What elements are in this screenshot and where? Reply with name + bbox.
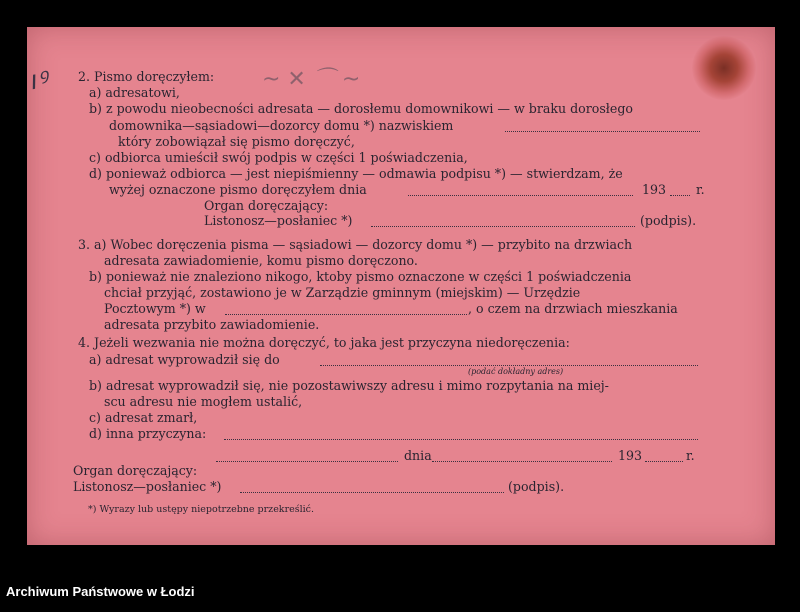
section4-listonosz: Listonosz—posłaniec *) — [73, 479, 222, 494]
new-address-field[interactable] — [320, 365, 698, 366]
section4-year: 193 — [618, 448, 643, 463]
section3-b-line4: adresata przybito zawiadomienie. — [104, 317, 320, 332]
section2-b-line2: domownika—sąsiadowi—dozorcy domu *) nazwiskiem — [109, 118, 454, 133]
section2-d-line2: wyżej oznaczone pismo doręczyłem dnia — [109, 182, 367, 197]
section4-dnia: dnia — [404, 448, 432, 463]
section4-c: c) adresat zmarł, — [89, 410, 198, 425]
signature-field[interactable] — [371, 226, 635, 227]
section3-a-line1: 3. a) Wobec doręczenia pisma — sąsiadowi — dozorcy domu *) — przybito na drzwiach — [78, 237, 633, 252]
section3-b-line1: b) ponieważ nie znaleziono nikogo, ktoby pismo oznaczone w części 1 poświadczenia — [89, 269, 632, 284]
handwritten-margin-mark: ıꝰ — [27, 63, 50, 97]
section4-heading: 4. Jeżeli wezwania nie można doręczyć, to jaka jest przyczyna niedoręczenia: — [78, 335, 570, 350]
section4-year-r: r. — [686, 448, 695, 463]
surname-field[interactable] — [505, 131, 700, 132]
section3-b-line3-post: , o czem na drzwiach mieszkania — [468, 301, 678, 316]
delivery-date-field[interactable] — [408, 195, 633, 196]
section2-a: a) adresatowi, — [89, 85, 180, 100]
section4-signature-field[interactable] — [240, 492, 504, 493]
section4-b-line1: b) adresat wyprowadził się, nie pozostawiwszy adresu i mimo rozpytania na miej- — [89, 378, 609, 393]
section2-podpis: (podpis). — [640, 213, 697, 228]
section2-year: 193 — [642, 182, 667, 197]
section2-heading: 2. Pismo doręczyłem: — [78, 69, 215, 84]
section4-b-line2: scu adresu nie mogłem ustalić, — [104, 394, 303, 409]
section2-b-line3: który zobowiązał się pismo doręczyć, — [118, 134, 355, 149]
office-location-field[interactable] — [225, 314, 467, 315]
section4-a: a) adresat wyprowadził się do — [89, 352, 280, 367]
pencil-scribble: ~ ✕ ⌒ ~ — [262, 67, 361, 92]
section4-year-suffix-field[interactable] — [645, 461, 683, 462]
section2-year-r: r. — [696, 182, 705, 197]
section2-listonosz: Listonosz—posłaniec *) — [204, 213, 353, 228]
year-suffix-field[interactable] — [670, 195, 690, 196]
section3-a-line2: adresata zawiadomienie, komu pismo doręczono. — [104, 253, 418, 268]
section4-podpis: (podpis). — [508, 479, 565, 494]
section3-b-line2: chciał przyjąć, zostawiono je w Zarządzie gminnym (miejskim) — Urzędzie — [104, 285, 581, 300]
section2-b-line1: b) z powodu nieobecności adresata — dorosłemu domownikowi — w braku dorosłego — [89, 101, 633, 116]
other-reason-field[interactable] — [224, 439, 698, 440]
footnote: *) Wyrazy lub ustępy niepotrzebne przekreślić. — [88, 504, 315, 515]
archive-credit-label: Archiwum Państwowe w Łodzi — [6, 584, 195, 599]
section2-d-line1: d) ponieważ odbiorca — jest niepiśmienny — odmawia podpisu *) — stwierdzam, że — [89, 166, 623, 181]
section4-date-field[interactable] — [432, 461, 612, 462]
section3-b-line3: Pocztowym *) w — [104, 301, 206, 316]
address-note: (podać dokładny adres) — [468, 367, 564, 376]
section4-d: d) inna przyczyna: — [89, 426, 207, 441]
section2-organ: Organ doręczający: — [204, 198, 329, 213]
section4-organ: Organ doręczający: — [73, 463, 198, 478]
section4-blank-field[interactable] — [216, 461, 398, 462]
stain-mark — [692, 36, 756, 100]
section2-c: c) odbiorca umieścił swój podpis w części 1 poświadczenia, — [89, 150, 468, 165]
